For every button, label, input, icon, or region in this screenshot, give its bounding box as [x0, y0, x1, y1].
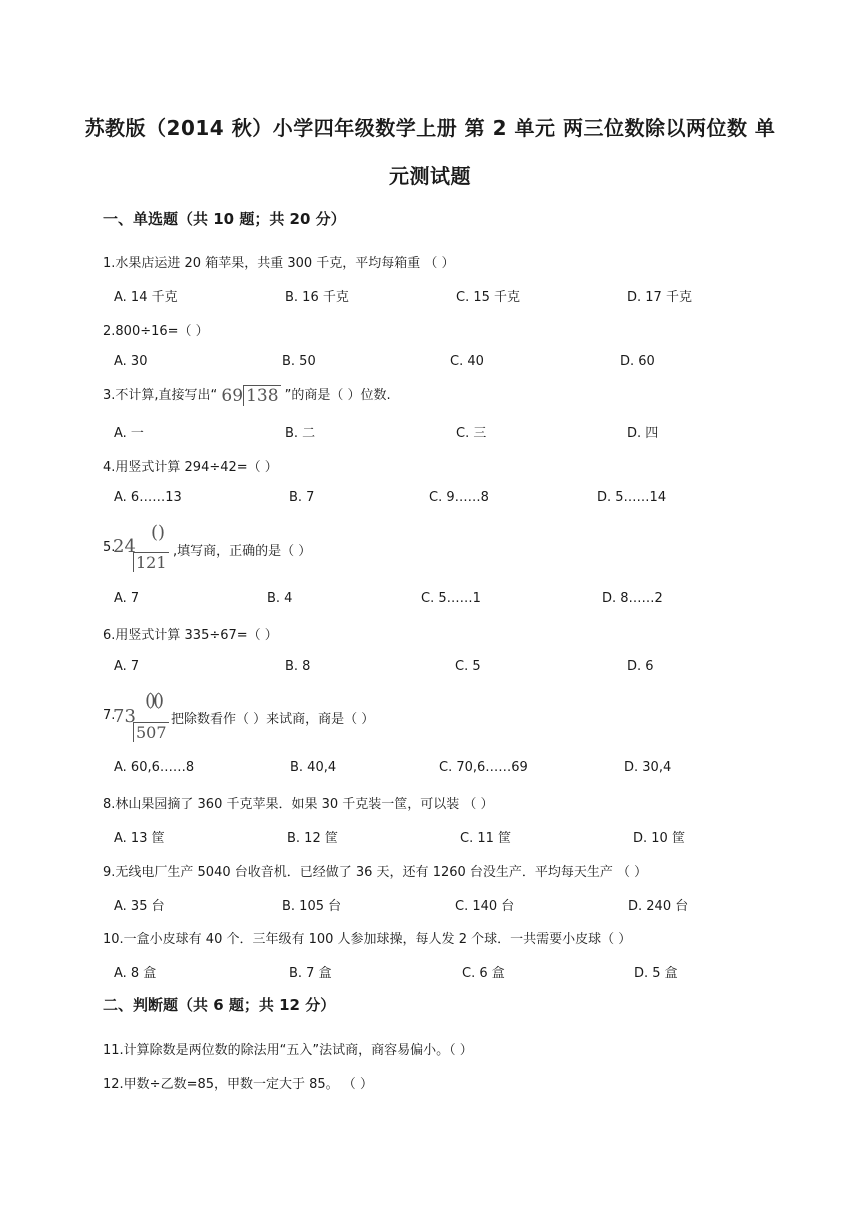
- option-a[interactable]: A. 6……13: [114, 490, 182, 505]
- question-5-prefix: 5.: [103, 540, 116, 555]
- option-a[interactable]: A. 13 筐: [114, 831, 165, 846]
- option-c[interactable]: C. 9……8: [429, 490, 489, 505]
- option-b[interactable]: B. 16 千克: [285, 290, 349, 305]
- option-c[interactable]: C. 5……1: [421, 591, 481, 606]
- option-a[interactable]: A. 一: [114, 426, 144, 441]
- options-4: [0, 490, 860, 510]
- option-b[interactable]: B. 40,4: [290, 760, 337, 775]
- option-a[interactable]: A. 7: [114, 659, 140, 674]
- option-d[interactable]: D. 8……2: [602, 591, 663, 606]
- option-d[interactable]: D. 5 盒: [634, 966, 678, 981]
- long-division-figure: [221, 385, 280, 406]
- option-d[interactable]: D. 30,4: [624, 760, 672, 775]
- option-b[interactable]: B. 50: [282, 354, 316, 369]
- option-d[interactable]: D. 四: [627, 426, 659, 441]
- option-c[interactable]: C. 140 台: [455, 899, 515, 914]
- option-b[interactable]: B. 8: [285, 659, 311, 674]
- option-b[interactable]: B. 7 盒: [289, 966, 332, 981]
- option-c[interactable]: C. 11 筐: [460, 831, 512, 846]
- title-line-1: 苏教版（2014 秋）小学四年级数学上册 第 2 单元 两三位数除以两位数 单: [84, 116, 776, 140]
- long-division-figure: [113, 690, 173, 744]
- long-division-figure: [113, 522, 173, 574]
- options-5: [0, 591, 860, 611]
- question-1: 1.水果店运进 20 箱苹果，共重 300 千克，平均每箱重 （ ）: [103, 256, 455, 271]
- options-6: [0, 659, 860, 679]
- option-c[interactable]: C. 70,6……69: [439, 760, 528, 775]
- option-a[interactable]: A. 8 盒: [114, 966, 157, 981]
- question-11: 11.计算除数是两位数的除法用“五入”法试商，商容易偏小。（ ）: [103, 1043, 473, 1058]
- question-3-prefix: 3.不计算,直接写出“: [103, 388, 218, 403]
- options-2: [0, 354, 860, 374]
- divisor: 73: [113, 706, 136, 727]
- option-b[interactable]: B. 12 筐: [287, 831, 338, 846]
- option-a[interactable]: A. 30: [114, 354, 148, 369]
- option-a[interactable]: A. 60,6……8: [114, 760, 195, 775]
- divisor: 69: [221, 386, 244, 406]
- question-9: 9.无线电厂生产 5040 台收音机．已经做了 36 天，还有 1260 台没生产．平均每天生产 （ ）: [103, 865, 648, 880]
- options-10: [0, 962, 860, 982]
- option-c[interactable]: C. 40: [450, 354, 484, 369]
- quotient-placeholder: ()(): [145, 690, 162, 711]
- dividend: 121: [133, 552, 169, 572]
- options-8: [0, 827, 860, 847]
- option-a[interactable]: A. 14 千克: [114, 290, 178, 305]
- divisor: 24: [113, 536, 136, 557]
- option-d[interactable]: D. 240 台: [628, 899, 689, 914]
- options-1: [0, 286, 860, 306]
- options-9: [0, 895, 860, 915]
- question-2: 2.800÷16=（ ）: [103, 324, 209, 339]
- section-heading-single-choice: 一、单选题（共 10 题；共 20 分）: [103, 210, 346, 228]
- options-7: [0, 760, 860, 780]
- question-6: 6.用竖式计算 335÷67=（ ）: [103, 628, 278, 643]
- question-7-suffix: 把除数看作（ ）来试商，商是（ ）: [171, 712, 375, 727]
- dividend: 507: [133, 722, 169, 742]
- question-5-suffix: ,填写商，正确的是（ ）: [173, 544, 312, 559]
- option-b[interactable]: B. 105 台: [282, 899, 342, 914]
- question-12: 12.甲数÷乙数=85，甲数一定大于 85。 （ ）: [103, 1077, 373, 1092]
- question-3: [103, 384, 391, 406]
- option-d[interactable]: D. 6: [627, 659, 654, 674]
- section-heading-true-false: 二、判断题（共 6 题；共 12 分）: [103, 996, 336, 1014]
- question-3-suffix: ”的商是（ ）位数.: [284, 388, 391, 403]
- option-d[interactable]: D. 60: [620, 354, 655, 369]
- option-b[interactable]: B. 4: [267, 591, 293, 606]
- option-b[interactable]: B. 7: [289, 490, 315, 505]
- option-a[interactable]: A. 7: [114, 591, 140, 606]
- question-8: 8.林山果园摘了 360 千克苹果．如果 30 千克装一筐，可以装 （ ）: [103, 797, 494, 812]
- option-c[interactable]: C. 6 盒: [462, 966, 505, 981]
- title-line-2: 元测试题: [389, 164, 471, 188]
- option-c[interactable]: C. 三: [456, 426, 487, 441]
- option-c[interactable]: C. 5: [455, 659, 481, 674]
- option-a[interactable]: A. 35 台: [114, 899, 165, 914]
- option-d[interactable]: D. 5……14: [597, 490, 667, 505]
- option-d[interactable]: D. 10 筐: [633, 831, 685, 846]
- question-7-prefix: 7.: [103, 708, 116, 723]
- question-4: 4.用竖式计算 294÷42=（ ）: [103, 460, 278, 475]
- dividend: 138: [243, 385, 280, 406]
- question-10: 10.一盒小皮球有 40 个．三年级有 100 人参加球操，每人发 2 个球．一共需要小皮球（ ）: [103, 932, 632, 947]
- option-c[interactable]: C. 15 千克: [456, 290, 521, 305]
- option-b[interactable]: B. 二: [285, 426, 316, 441]
- options-3: [0, 422, 860, 442]
- option-d[interactable]: D. 17 千克: [627, 290, 692, 305]
- quotient-placeholder: (): [151, 522, 166, 543]
